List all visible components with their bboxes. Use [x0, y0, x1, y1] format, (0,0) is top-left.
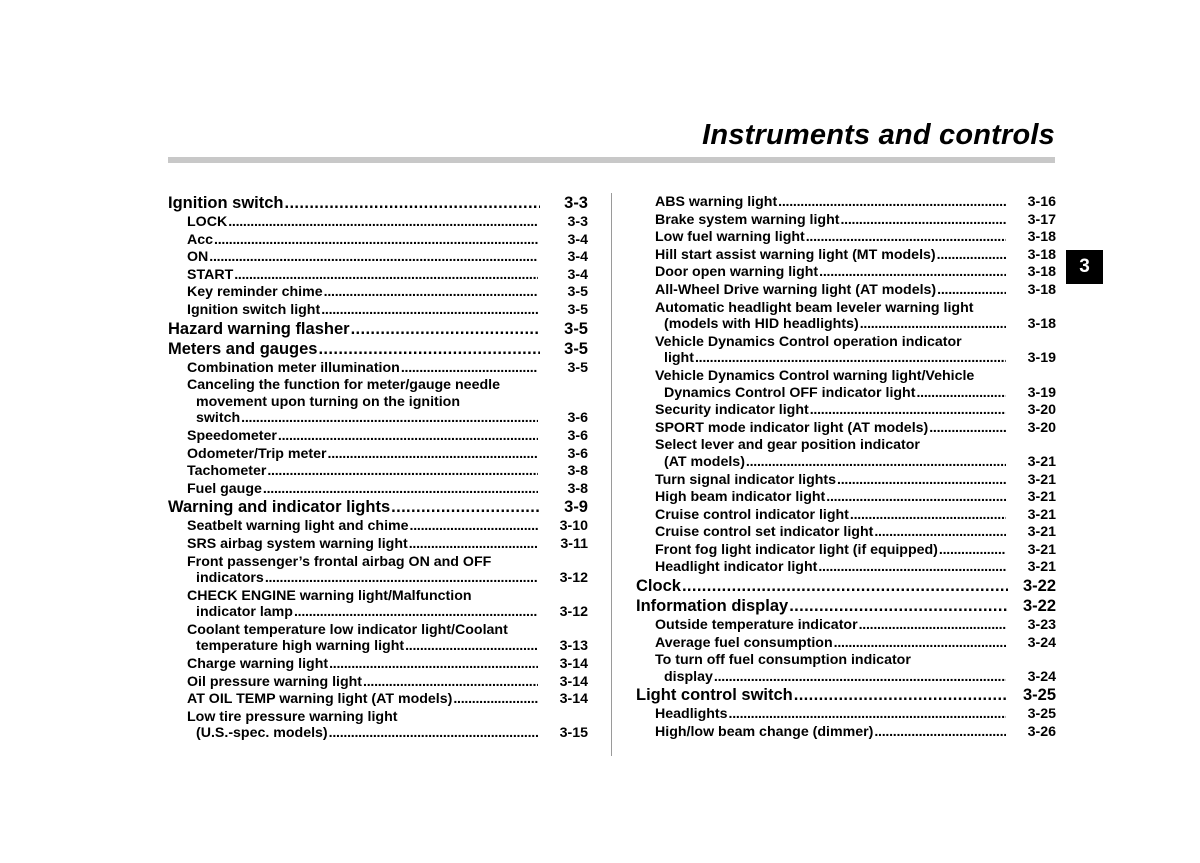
dot-leader: [682, 577, 1008, 596]
toc-entry-text: [655, 559, 1010, 576]
toc-entry-text: [187, 428, 542, 445]
toc-page-number: 3-22: [1022, 597, 1056, 616]
toc-page-number: 3-17: [1027, 211, 1056, 228]
toc-entry-label: Information display: [636, 597, 789, 616]
toc-entry[interactable]: [168, 463, 588, 480]
toc-page-number: 3-6: [567, 410, 588, 427]
toc-page-number: 3-13: [559, 638, 588, 655]
dot-leader: [695, 350, 1006, 367]
toc-entry-text: [655, 334, 1010, 367]
toc-entry-label: Canceling the function for meter/gauge needle: [187, 377, 500, 394]
dot-leader: [318, 340, 540, 359]
toc-page-number: 3-5: [567, 301, 588, 318]
toc-entry-text: [636, 686, 1012, 705]
dot-leader: [329, 725, 538, 742]
toc-entry-label: indicator lamp: [196, 604, 293, 621]
toc-entry-label: Dynamics Control OFF indicator light: [664, 384, 916, 401]
dot-leader: [810, 402, 1006, 419]
toc-page-number: 3-16: [1027, 194, 1056, 210]
toc-entry[interactable]: [168, 214, 588, 231]
dot-leader: [937, 282, 1006, 299]
toc-entry[interactable]: [636, 635, 1056, 652]
toc-entry-text: [655, 507, 1010, 524]
toc-page-number: 3-3: [564, 194, 588, 212]
toc-entry[interactable]: [168, 481, 588, 498]
dot-leader: [916, 385, 1006, 402]
toc-entry-label: Clock: [636, 577, 681, 596]
dot-leader: [324, 284, 538, 301]
toc-page-number: 3-21: [1027, 471, 1056, 488]
toc-entry-text: [655, 489, 1010, 506]
toc-page-number: 3-6: [567, 427, 588, 444]
toc-entry[interactable]: [636, 577, 1056, 596]
toc-entry-label: High/low beam change (dimmer): [655, 724, 874, 741]
toc-entry-text: [187, 360, 542, 377]
toc-entry-label: Fuel gauge: [187, 480, 262, 497]
toc-entry-label: Warning and indicator lights: [168, 498, 391, 517]
toc-entry-label: Coolant temperature low indicator light/Coolant: [187, 621, 508, 638]
toc-entry-label: Tachometer: [187, 463, 267, 480]
dot-leader: [806, 229, 1006, 246]
toc-entry-text: [187, 232, 542, 249]
toc-page-number: 3-20: [1027, 419, 1056, 436]
toc-entry-label: Security indicator light: [655, 402, 809, 419]
toc-entry[interactable]: [636, 437, 1056, 470]
toc-entry[interactable]: [168, 284, 588, 301]
toc-entry-label: Oil pressure warning light: [187, 673, 363, 690]
chapter-tab: 3: [1066, 250, 1103, 284]
toc-entry-label: Key reminder chime: [187, 284, 323, 301]
toc-entry[interactable]: [168, 691, 588, 708]
dot-leader: [937, 247, 1006, 264]
toc-entry-label: Cruise control indicator light: [655, 506, 849, 523]
toc-entry-label: CHECK ENGINE warning light/Malfunction: [187, 587, 472, 604]
dot-leader: [834, 635, 1006, 652]
toc-entry-text: [187, 446, 542, 463]
toc-entry-text: [187, 656, 542, 673]
toc-page-number: 3-5: [567, 359, 588, 376]
toc-page-number: 3-6: [567, 445, 588, 462]
dot-leader: [278, 428, 538, 445]
toc-entry-text: [187, 691, 542, 708]
toc-entry-label: AT OIL TEMP warning light (AT models): [187, 691, 453, 708]
dot-leader: [328, 446, 538, 463]
toc-entry-text: [636, 597, 1012, 616]
toc-entry-text: [187, 536, 542, 553]
toc-entry[interactable]: [168, 320, 588, 339]
toc-entry-label: Turn signal indicator lights: [655, 471, 837, 488]
dot-leader: [234, 267, 538, 284]
toc-entry[interactable]: [636, 229, 1056, 246]
toc-entry-label: Vehicle Dynamics Control warning light/Vehicle: [655, 367, 975, 384]
toc-right-column: [636, 193, 1056, 741]
toc-entry-label: (U.S.-spec. models): [196, 725, 328, 742]
toc-entry-text: [187, 709, 542, 742]
dot-leader: [859, 617, 1006, 634]
toc-entry-text: [655, 706, 1010, 723]
toc-entry-text: [187, 249, 542, 266]
toc-entry-text: [636, 577, 1012, 596]
toc-entry[interactable]: [636, 686, 1056, 705]
toc-entry[interactable]: [636, 652, 1056, 685]
toc-entry[interactable]: [168, 249, 588, 266]
toc-entry-label: Low fuel warning light: [655, 229, 805, 246]
toc-entry[interactable]: [168, 536, 588, 553]
toc-entry[interactable]: [168, 302, 588, 319]
toc-page-number: 3-24: [1027, 634, 1056, 651]
toc-entry-text: [168, 194, 544, 213]
toc-entry-label: To turn off fuel consumption indicator: [655, 652, 911, 669]
toc-page-number: 3-23: [1027, 617, 1056, 634]
toc-entry[interactable]: [168, 340, 588, 359]
toc-entry[interactable]: [636, 247, 1056, 264]
toc-page-number: 3-5: [564, 319, 588, 338]
toc-entry[interactable]: [636, 334, 1056, 367]
toc-entry-label: indicators: [196, 570, 264, 587]
dot-leader: [410, 518, 538, 535]
toc-entry[interactable]: [636, 212, 1056, 229]
dot-leader: [826, 489, 1006, 506]
toc-entry-label: Acc: [187, 231, 214, 248]
toc-entry-label: Hazard warning flasher: [168, 319, 350, 338]
toc-page-number: 3-26: [1027, 724, 1056, 741]
toc-page-number: 3-8: [567, 463, 588, 480]
dot-leader: [453, 691, 538, 708]
toc-entry-label: Speedometer: [187, 427, 277, 444]
toc-entry-text: [655, 635, 1010, 652]
toc-entry-text: [655, 724, 1010, 741]
column-divider: [611, 193, 612, 756]
toc-entry[interactable]: [168, 232, 588, 249]
dot-leader: [818, 559, 1006, 576]
toc-entry-label: Light control switch: [636, 686, 793, 705]
toc-entry-label: Hill start assist warning light (MT models): [655, 246, 936, 263]
toc-entry-label: Average fuel consumption: [655, 634, 833, 651]
toc-entry-label: LOCK: [187, 214, 228, 230]
dot-leader: [351, 320, 540, 339]
dot-leader: [746, 454, 1006, 471]
toc-entry[interactable]: [168, 656, 588, 673]
toc-entry-label: Ignition switch: [168, 194, 284, 212]
toc-entry[interactable]: [168, 267, 588, 284]
toc-page-number: 3-22: [1022, 577, 1056, 596]
dot-leader: [819, 264, 1006, 281]
dot-leader: [228, 214, 538, 231]
toc-page-number: 3-12: [559, 570, 588, 587]
toc-entry-label: ON: [187, 249, 209, 266]
dot-leader: [401, 360, 538, 377]
toc-entry-label: Cruise control set indicator light: [655, 524, 874, 541]
toc-entry[interactable]: [636, 282, 1056, 299]
toc-entry[interactable]: [168, 588, 588, 621]
toc-entry-text: [655, 437, 1010, 470]
toc-entry-text: [655, 617, 1010, 634]
toc-entry-text: [187, 518, 542, 535]
toc-entry[interactable]: [168, 360, 588, 377]
dot-leader: [860, 316, 1006, 333]
title-rule: [168, 157, 1055, 163]
toc-entry[interactable]: [636, 420, 1056, 437]
toc-entry[interactable]: [636, 300, 1056, 333]
toc-page-number: 3-24: [1027, 668, 1056, 685]
toc-left-column: [168, 193, 588, 742]
toc-entry[interactable]: [636, 524, 1056, 541]
toc-entry-text: [655, 542, 1010, 559]
toc-page-number: 3-21: [1027, 524, 1056, 541]
toc-page-number: 3-14: [559, 656, 588, 673]
toc-entry-text: [168, 340, 544, 359]
dot-leader: [837, 472, 1006, 489]
dot-leader: [265, 570, 538, 587]
toc-page-number: 3-15: [559, 725, 588, 742]
toc-entry-text: [187, 463, 542, 480]
toc-page-number: 3-18: [1027, 229, 1056, 246]
toc-entry-label: Headlights: [655, 706, 728, 723]
toc-entry-label: Select lever and gear position indicator: [655, 437, 920, 454]
toc-entry[interactable]: [636, 264, 1056, 281]
toc-entry-label: Door open warning light: [655, 264, 819, 281]
toc-entry-label: Front fog light indicator light (if equipped): [655, 541, 938, 558]
toc-entry[interactable]: [636, 542, 1056, 559]
dot-leader: [929, 420, 1006, 437]
toc-entry-label: Brake system warning light: [655, 211, 840, 228]
toc-entry[interactable]: [636, 402, 1056, 419]
toc-entry-text: [168, 320, 544, 339]
toc-entry-label: Odometer/Trip meter: [187, 445, 327, 462]
toc-entry[interactable]: [636, 472, 1056, 489]
toc-entry-label: Ignition switch light: [187, 301, 321, 318]
toc-entry[interactable]: [636, 368, 1056, 401]
toc-entry-label: (AT models): [664, 453, 745, 470]
toc-page-number: 3-20: [1027, 402, 1056, 419]
toc-entry-text: [187, 674, 542, 691]
toc-entry-label: movement upon turning on the ignition: [196, 393, 461, 410]
toc-page-number: 3-5: [564, 339, 588, 358]
toc-page-number: 3-19: [1027, 384, 1056, 401]
toc-entry[interactable]: [636, 489, 1056, 506]
toc-page-number: 3-4: [567, 266, 588, 283]
toc-page-number: 3-11: [560, 535, 588, 552]
dot-leader: [939, 542, 1006, 559]
toc-entry-label: Headlight indicator light: [655, 559, 818, 576]
toc-entry[interactable]: [168, 194, 588, 213]
toc-entry-text: [655, 264, 1010, 281]
toc-entry-text: [655, 282, 1010, 299]
dot-leader: [241, 410, 538, 427]
dot-leader: [794, 686, 1008, 705]
dot-leader: [363, 674, 538, 691]
toc-entry-label: Front passenger’s frontal airbag ON and OFF: [187, 553, 492, 570]
toc-entry-label: (models with HID headlights): [664, 316, 859, 333]
dot-leader: [874, 524, 1006, 541]
toc-entry[interactable]: [636, 194, 1056, 211]
dot-leader: [285, 194, 541, 213]
toc-entry-text: [655, 212, 1010, 229]
toc-entry-label: Charge warning light: [187, 656, 329, 673]
toc-entry[interactable]: [168, 377, 588, 427]
toc-page-number: 3-12: [559, 604, 588, 621]
toc-entry-label: switch: [196, 410, 241, 427]
toc-page-number: 3-18: [1027, 264, 1056, 281]
toc-entry-label: light: [664, 350, 694, 367]
toc-entry[interactable]: [168, 554, 588, 587]
toc-entry[interactable]: [636, 706, 1056, 723]
toc-page-number: 3-18: [1027, 246, 1056, 263]
toc-entry-label: Vehicle Dynamics Control operation indicator: [655, 333, 962, 350]
toc-entry-text: [655, 300, 1010, 333]
toc-entry-text: [187, 554, 542, 587]
toc-page-number: 3-21: [1027, 541, 1056, 558]
toc-page-number: 3-14: [559, 691, 588, 708]
dot-leader: [409, 536, 538, 553]
dot-leader: [405, 638, 538, 655]
toc-page-number: 3-9: [564, 498, 588, 517]
toc-entry-text: [655, 652, 1010, 685]
toc-entry[interactable]: [168, 498, 588, 517]
toc-entry-label: Seatbelt warning light and chime: [187, 518, 409, 535]
toc-page-number: 3-4: [567, 231, 588, 248]
toc-entry-text: [655, 472, 1010, 489]
toc-entry-text: [655, 524, 1010, 541]
toc-entry-text: [187, 302, 542, 319]
dot-leader: [789, 597, 1008, 616]
dot-leader: [321, 302, 538, 319]
dot-leader: [841, 212, 1007, 229]
toc-entry-text: [187, 588, 542, 621]
dot-leader: [714, 669, 1006, 686]
dot-leader: [294, 604, 538, 621]
toc-entry-label: temperature high warning light: [196, 638, 405, 655]
toc-entry-label: All-Wheel Drive warning light (AT models): [655, 281, 937, 298]
toc-entry-text: [187, 214, 542, 231]
toc-entry-label: display: [664, 668, 713, 685]
toc-entry-label: START: [187, 266, 234, 283]
section-title: Instruments and controls: [702, 119, 1055, 151]
toc-entry-text: [187, 481, 542, 498]
toc-entry[interactable]: [168, 674, 588, 691]
dot-leader: [209, 249, 538, 266]
toc-page-number: 3-5: [567, 284, 588, 301]
toc-page-number: 3-21: [1027, 506, 1056, 523]
toc-entry[interactable]: [636, 597, 1056, 616]
toc-entry[interactable]: [168, 446, 588, 463]
toc-page-number: 3-21: [1027, 453, 1056, 470]
toc-entry-label: Outside temperature indicator: [655, 617, 858, 634]
toc-entry[interactable]: [636, 559, 1056, 576]
toc-entry-label: High beam indicator light: [655, 489, 826, 506]
toc-entry[interactable]: [636, 617, 1056, 634]
toc-entry-text: [655, 368, 1010, 401]
toc-entry-label: Low tire pressure warning light: [187, 708, 398, 725]
dot-leader: [729, 706, 1006, 723]
toc-page-number: 3-14: [559, 673, 588, 690]
toc-entry-text: [655, 229, 1010, 246]
toc-page-number: 3-25: [1022, 686, 1056, 705]
toc-entry-text: [168, 498, 544, 517]
toc-entry[interactable]: [636, 724, 1056, 741]
toc-page-number: 3-4: [567, 249, 588, 266]
toc-entry-text: [655, 420, 1010, 437]
toc-page-number: 3-25: [1027, 706, 1056, 723]
dot-leader: [267, 463, 538, 480]
toc-entry-text: [655, 402, 1010, 419]
toc-entry-label: Meters and gauges: [168, 339, 318, 358]
toc-entry[interactable]: [168, 428, 588, 445]
toc-page-number: 3-3: [567, 214, 588, 230]
toc-entry[interactable]: [168, 622, 588, 655]
toc-page-number: 3-18: [1027, 281, 1056, 298]
toc-entry-label: SPORT mode indicator light (AT models): [655, 419, 929, 436]
toc-entry-text: [187, 284, 542, 301]
dot-leader: [263, 481, 538, 498]
toc-entry[interactable]: [168, 518, 588, 535]
dot-leader: [778, 194, 1006, 211]
toc-entry[interactable]: [168, 709, 588, 742]
toc-entry-label: SRS airbag system warning light: [187, 535, 408, 552]
toc-entry-text: [187, 267, 542, 284]
toc-entry-label: Combination meter illumination: [187, 359, 400, 376]
toc-entry-text: [655, 247, 1010, 264]
toc-entry-text: [187, 622, 542, 655]
toc-page-number: 3-8: [567, 480, 588, 497]
dot-leader: [214, 232, 538, 249]
toc-entry-label: Automatic headlight beam leveler warning light: [655, 299, 974, 316]
toc-page-number: 3-18: [1027, 316, 1056, 333]
toc-page-number: 3-19: [1027, 350, 1056, 367]
dot-leader: [329, 656, 538, 673]
dot-leader: [874, 724, 1006, 741]
toc-page-number: 3-21: [1027, 559, 1056, 576]
toc-page-number: 3-21: [1027, 489, 1056, 506]
toc-entry-text: [187, 377, 542, 427]
toc-page-number: 3-10: [559, 518, 588, 535]
dot-leader: [391, 498, 540, 517]
toc-entry-text: [655, 194, 1010, 211]
toc-entry[interactable]: [636, 507, 1056, 524]
toc-entry-label: ABS warning light: [655, 194, 778, 210]
dot-leader: [850, 507, 1006, 524]
